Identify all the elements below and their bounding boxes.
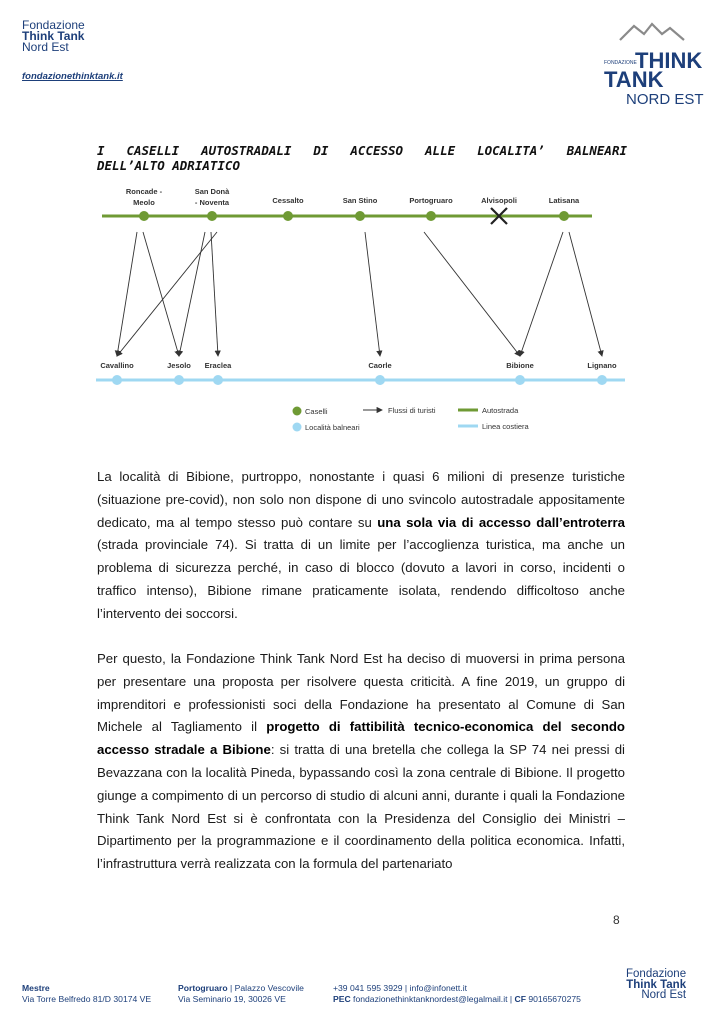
legend-resort-label: Località balneari bbox=[305, 423, 360, 432]
resort-dot bbox=[112, 375, 122, 385]
p1-text-a: La località di Bibione, purtroppo, nonostante i quasi 6 milioni di presenze turistiche (situazione pre-covid), non solo non dispone di uno svincolo autostradale appositamente dedicato, ma al tempo stesso può contare su bbox=[97, 469, 625, 530]
page-number: 8 bbox=[613, 913, 620, 927]
p1-bold: una sola via di accesso dall’entroterra bbox=[377, 514, 625, 530]
resort-label: Caorle bbox=[368, 361, 392, 370]
legend-flow-label: Flussi di turisti bbox=[388, 406, 436, 415]
header-organization-name bbox=[22, 20, 85, 53]
paragraph-1 bbox=[97, 466, 625, 626]
flow-arrow bbox=[211, 232, 218, 356]
footer-mestre bbox=[22, 983, 151, 1005]
toll-dot bbox=[207, 211, 217, 221]
resort-label: Bibione bbox=[506, 361, 534, 370]
flow-arrow bbox=[569, 232, 602, 356]
toll-label: Portogruaro bbox=[409, 196, 453, 205]
flow-arrow bbox=[365, 232, 380, 356]
resort-dot bbox=[375, 375, 385, 385]
org-line-3: Nord Est bbox=[22, 40, 69, 54]
org-line-1: Fondazione bbox=[22, 18, 85, 32]
mountain-outline-icon bbox=[620, 24, 684, 40]
footer-contacts bbox=[333, 983, 581, 1005]
section-title-line-1: I CASELLI AUTOSTRADALI DI ACCESSO ALLE LOCALITA’ BALNEARI bbox=[97, 143, 627, 158]
flow-arrow bbox=[520, 232, 563, 356]
legend-resort-dot bbox=[293, 423, 302, 432]
footer-logo bbox=[626, 969, 686, 1001]
resort-label: Cavallino bbox=[100, 361, 134, 370]
footer-porto-address: Via Seminario 19, 30026 VE bbox=[178, 994, 286, 1004]
p1-text-c: (strada provinciale 74). Si tratta di un limite per l’accoglienza turistica, ma anche un problema di sicurezza perché, in caso di blocco (dovuto a lavori in corso, incidenti o traffico intenso), Bibione rimane praticamente isolata, rendendo difficoltoso anche l’intervento dei soccorsi. bbox=[97, 537, 625, 621]
resort-label: Eraclea bbox=[204, 361, 232, 370]
footer-logo-line-1: Fondazione bbox=[626, 968, 687, 980]
think-tank-logo bbox=[598, 18, 708, 108]
footer-pec-label: PEC bbox=[333, 994, 351, 1004]
toll-label: Roncade - bbox=[125, 187, 163, 196]
p2-bold: progetto di fattibilità tecnico-economica del secondo accesso stradale a Bibione bbox=[97, 719, 625, 758]
toll-dot bbox=[283, 211, 293, 221]
legend-coast-label: Linea costiera bbox=[482, 422, 529, 431]
toll-label: San Donà bbox=[194, 187, 230, 196]
flow-arrow bbox=[117, 232, 217, 356]
footer-porto-title: Portogruaro bbox=[178, 983, 228, 993]
resort-dot bbox=[213, 375, 223, 385]
footer-cf: 90165670275 bbox=[525, 994, 581, 1004]
section-title-line-2: DELL’ALTO ADRIATICO bbox=[97, 158, 240, 173]
paragraph-2 bbox=[97, 648, 625, 876]
footer-logo-line-3: Nord Est bbox=[641, 989, 687, 1001]
legend-toll-dot bbox=[293, 407, 302, 416]
access-diagram bbox=[80, 180, 650, 440]
toll-dot bbox=[355, 211, 365, 221]
footer-cf-label: CF bbox=[514, 994, 526, 1004]
flow-arrow bbox=[143, 232, 179, 356]
toll-dot bbox=[426, 211, 436, 221]
flow-arrow bbox=[117, 232, 137, 356]
resort-label: Lignano bbox=[587, 361, 617, 370]
resort-label: Jesolo bbox=[167, 361, 191, 370]
footer-portogruaro bbox=[178, 983, 304, 1005]
flow-arrow bbox=[179, 232, 205, 356]
toll-label: Cessalto bbox=[272, 196, 304, 205]
toll-label: Alvisopoli bbox=[481, 196, 517, 205]
logo-tank: TANK bbox=[604, 67, 664, 92]
logo-think: THINK bbox=[635, 48, 703, 73]
resort-dot bbox=[174, 375, 184, 385]
toll-dot bbox=[559, 211, 569, 221]
flow-arrow bbox=[424, 232, 520, 356]
p2-text-a: Per questo, la Fondazione Think Tank Nord Est ha deciso di muoversi in prima persona per presentare una proposta per risolvere questa criticità. A fine 2019, un gruppo di imprenditori e professionisti soci della Fondazione ha presentato al Comune di San Michele al Tagliamento il bbox=[97, 651, 625, 735]
resort-dot bbox=[515, 375, 525, 385]
toll-label-line-2: Meolo bbox=[133, 198, 155, 207]
footer-phone-email[interactable]: +39 041 595 3929 | info@infonett.it bbox=[333, 983, 467, 993]
org-line-2: Think Tank bbox=[22, 29, 85, 43]
logo-nord-est: NORD EST bbox=[626, 91, 704, 108]
legend-autostrada-label: Autostrada bbox=[482, 406, 519, 415]
footer-porto-sub: | Palazzo Vescovile bbox=[227, 983, 304, 993]
footer-pec[interactable]: fondazionethinktanknordest@legalmail.it | bbox=[350, 994, 515, 1004]
footer-logo-line-2: Think Tank bbox=[626, 978, 687, 991]
footer-mestre-address: Via Torre Belfredo 81/D 30174 VE bbox=[22, 994, 152, 1004]
toll-label-line-2: - Noventa bbox=[194, 198, 230, 207]
resort-dot bbox=[597, 375, 607, 385]
toll-label: San Stino bbox=[342, 196, 378, 205]
logo-small-text: FONDAZIONE bbox=[604, 60, 637, 66]
p2-text-c: : si tratta di una bretella che collega la SP 74 nei pressi di Bevazzana con la località Pineda, bypassando così la zona centrale di Bibione. Il progetto giunge a compimento di un percorso di studio di alcuni anni, durante i quali la Fondazione Think Tank Nord Est si è confrontata con la Presidenza del Consiglio dei Ministri – Dipartimento per la programmazione e il coordinamento della politica economica. Infatti, l’infrastruttura verrà realizzata con la formula del partenariato bbox=[97, 742, 625, 872]
footer-mestre-title: Mestre bbox=[22, 983, 50, 993]
toll-dot bbox=[139, 211, 149, 221]
legend-toll-label: Caselli bbox=[305, 407, 328, 416]
website-link[interactable]: fondazionethinktank.it bbox=[22, 71, 123, 82]
toll-label: Latisana bbox=[548, 196, 580, 205]
